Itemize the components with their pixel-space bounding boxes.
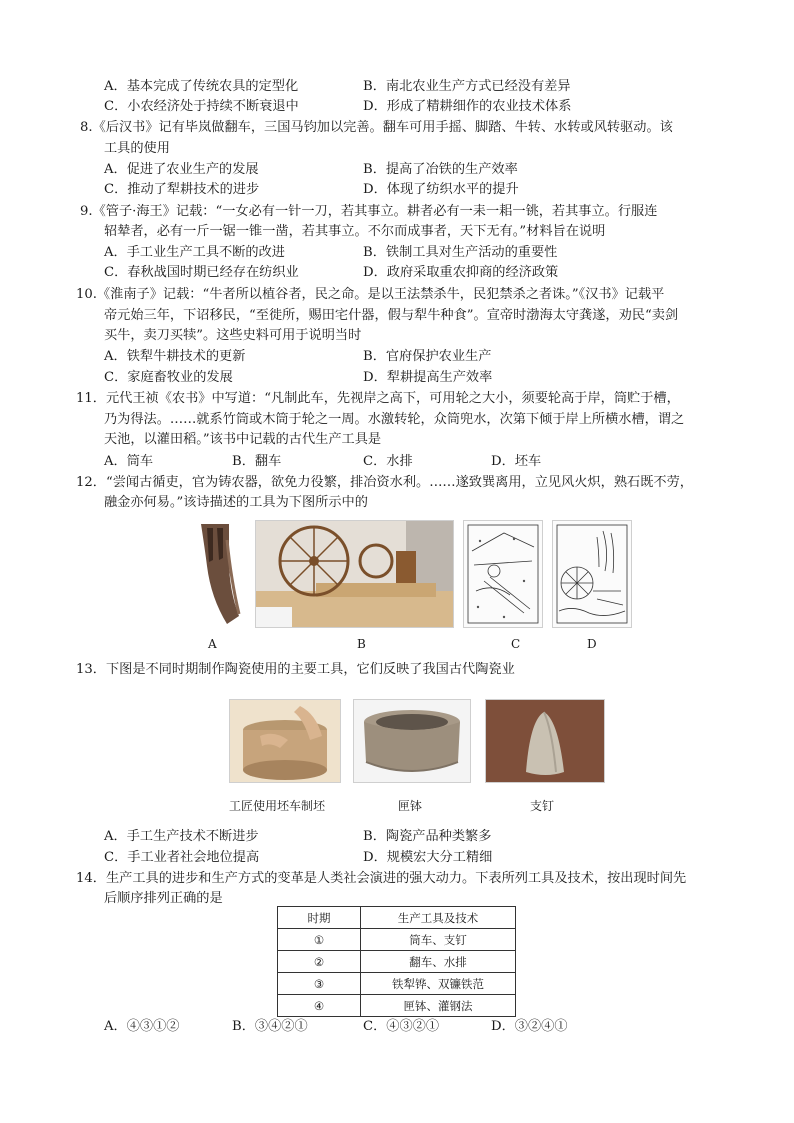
q14-option-a: A．④③①② [104, 1019, 180, 1034]
q11-stem-line2: 乃为得法。……就系竹筒或木筒于轮之一周。水激转轮，众筒兜水，次第下倾于岸上所横水槽，谓之 [104, 412, 685, 427]
q9-option-d: D．政府采取重农抑商的经济政策 [363, 265, 559, 280]
table-row [278, 995, 516, 1017]
q10-option-b: B．官府保护农业生产 [363, 349, 492, 364]
table-cell-period: ② [278, 951, 361, 973]
q13-option-c: C．手工业者社会地位提高 [104, 850, 260, 865]
q12-caption-d: D [587, 637, 597, 651]
q14-option-d: D．③②④① [491, 1019, 568, 1034]
table-cell-period: ③ [278, 973, 361, 995]
woodcut-illustration-c [463, 520, 543, 628]
q12-stem-line2: 融金亦何易。”该诗描述的工具为下图所示中的 [104, 495, 368, 510]
q14-stem-line2: 后顺序排列正确的是 [104, 891, 223, 906]
table-cell-period: ④ [278, 995, 361, 1017]
q12-stem-line1: 12．“尝闻古循吏，官为铸农器，欲免力役繁，排冶资水利。……遂致巽离用，立见风火炽，熟石既不劳， [76, 475, 693, 490]
q12-caption-b: B [357, 637, 366, 651]
q11-option-a: A．筒车 [104, 454, 154, 469]
pottery-wheel-photo [229, 699, 341, 783]
q14-option-c: C．④③②① [363, 1019, 440, 1034]
table-header-period: 时期 [278, 907, 361, 929]
q9-stem-line1: 9.《管子·海王》记载：“一女必有一针一刀，若其事立。耕者必有一耒一耜一铫，若其事立。行服连 [80, 204, 658, 219]
q13-caption-saggar: 匣钵 [398, 799, 423, 813]
q11-option-c: C．水排 [363, 454, 413, 469]
table-cell-tools: 匣钵、灌钢法 [361, 995, 516, 1017]
q14-option-b: B．③④②① [232, 1019, 308, 1034]
table-header-row [278, 907, 516, 929]
q13-option-d: D．规模宏大分工精细 [363, 850, 493, 865]
table-cell-period: ① [278, 929, 361, 951]
q8-option-a: A．促进了农业生产的发展 [104, 162, 259, 177]
q9-option-a: A．手工业生产工具不断的改进 [104, 245, 285, 260]
kiln-support-spur-photo [485, 699, 605, 783]
q11-stem-line1: 11．元代王祯《农书》中写道：“凡制此车，先视岸之高下，可用轮之大小，须要轮高于岸，筒贮于槽， [76, 391, 680, 406]
q8-stem-line1: 8.《后汉书》记有毕岚做翻车，三国马钧加以完善。翻车可用手摇、脚踏、牛转、水转或风转驱动。该 [80, 120, 673, 135]
iron-tool-photo [183, 520, 245, 628]
table-row [278, 973, 516, 995]
q8-option-d: D．体现了纺织水平的提升 [363, 182, 519, 197]
q9-option-c: C．春秋战国时期已经存在纺织业 [104, 265, 299, 280]
q7-option-a: A．基本完成了传统农具的定型化 [104, 79, 299, 94]
q10-option-c: C．家庭畜牧业的发展 [104, 370, 233, 385]
q12-caption-c: C [511, 637, 521, 651]
q10-option-a: A．铁犁牛耕技术的更新 [104, 349, 246, 364]
table-row [278, 951, 516, 973]
q10-stem-line2: 帝元始三年，下诏移民，“至徙所，赐田宅什器，假与犁牛种食”。宣帝时渤海太守龚遂，劝民“卖剑 [104, 308, 679, 323]
woodcut-illustration-d [552, 520, 632, 628]
q11-option-d: D．坯车 [491, 454, 542, 469]
q7-option-c: C．小农经济处于持续不断衰退中 [104, 99, 299, 114]
q13-stem-line1: 13．下图是不同时期制作陶瓷使用的主要工具，它们反映了我国古代陶瓷业 [76, 662, 515, 677]
q8-stem-line2: 工具的使用 [104, 141, 170, 156]
q13-option-b: B．陶瓷产品种类繁多 [363, 829, 492, 844]
tools-chronology-table [277, 906, 516, 1017]
q13-caption-spur: 支钉 [530, 799, 555, 813]
table-cell-tools: 筒车、支钉 [361, 929, 516, 951]
q11-option-b: B．翻车 [232, 454, 282, 469]
museum-model-photo [255, 520, 454, 628]
q12-caption-a: A [208, 637, 217, 651]
table-cell-tools: 铁犁铧、双镰铁范 [361, 973, 516, 995]
table-row [278, 929, 516, 951]
q9-stem-line2: 轺辇者，必有一斤一锯一锥一凿，若其事立。不尔而成事者，天下无有。”材料旨在说明 [104, 224, 606, 239]
q10-stem-line1: 10.《淮南子》记载：“牛者所以植谷者，民之命。是以王法禁杀牛，民犯禁杀之者诛。”《汉书》记载平 [76, 287, 665, 302]
q9-option-b: B．铁制工具对生产活动的重要性 [363, 245, 558, 260]
table-header-tools: 生产工具及技术 [361, 907, 516, 929]
q13-option-a: A．手工生产技术不断进步 [104, 829, 259, 844]
q11-stem-line3: 天池，以灌田稻。”该书中记载的古代生产工具是 [104, 432, 382, 447]
q7-option-d: D．形成了精耕细作的农业技术体系 [363, 99, 572, 114]
q10-stem-line3: 买牛，卖刀买犊”。这些史料可用于说明当时 [104, 328, 362, 343]
table-cell-tools: 翻车、水排 [361, 951, 516, 973]
q13-caption-pottery-wheel: 工匠使用坯车制坯 [229, 799, 326, 813]
q7-option-b: B．南北农业生产方式已经没有差异 [363, 79, 571, 94]
q8-option-c: C．推动了犁耕技术的进步 [104, 182, 260, 197]
q8-option-b: B．提高了冶铁的生产效率 [363, 162, 518, 177]
saggar-photo [353, 699, 471, 783]
q10-option-d: D．犁耕提高生产效率 [363, 370, 493, 385]
q14-stem-line1: 14．生产工具的进步和生产方式的变革是人类社会演进的强大动力。下表所列工具及技术，按出现时间先 [76, 871, 687, 886]
